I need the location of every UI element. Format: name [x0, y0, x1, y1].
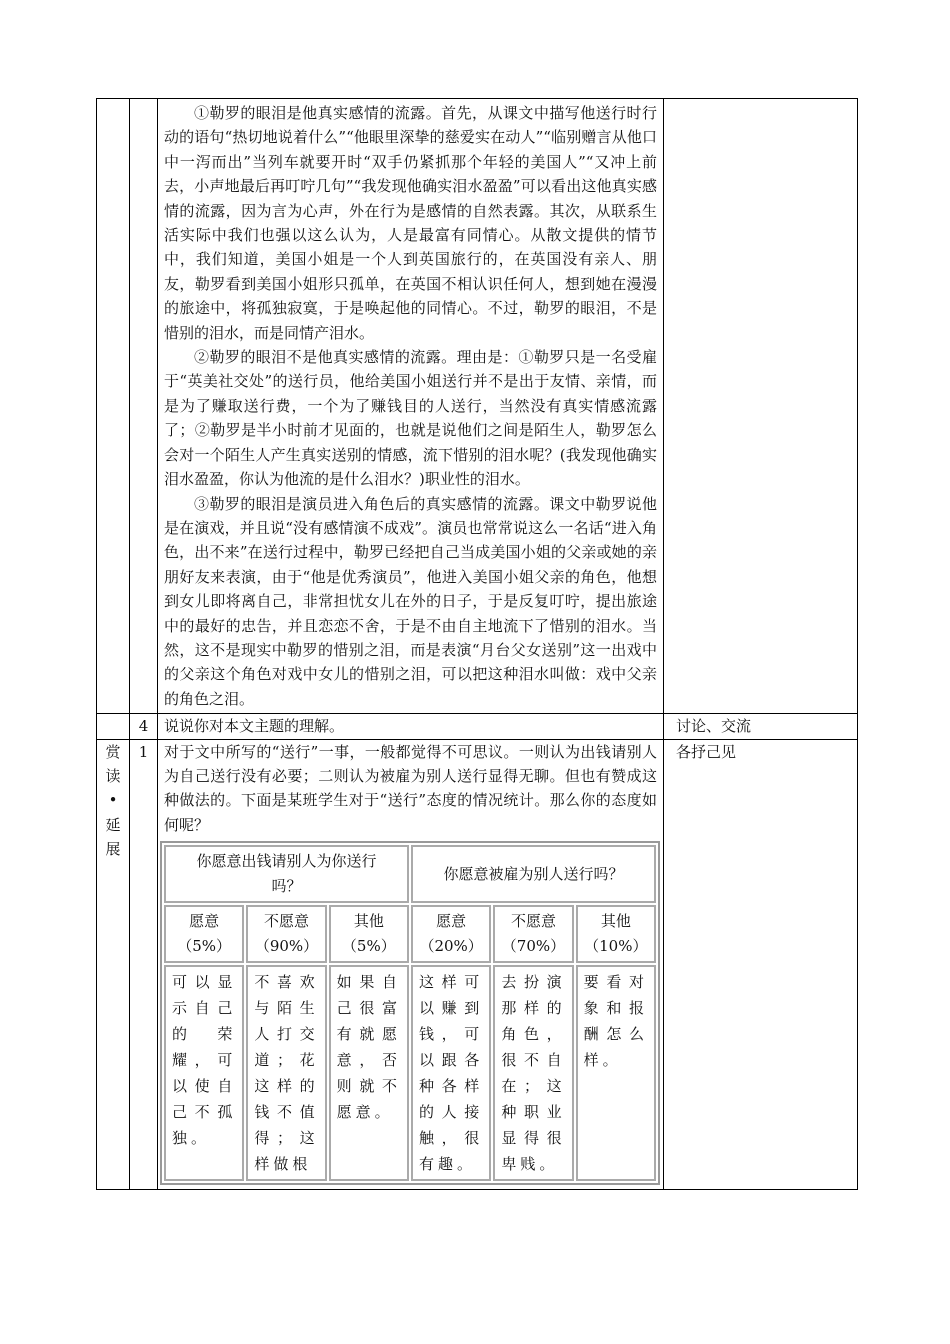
answer-paragraph-2: ②勒罗的眼泪不是他真实感情的流露。理由是：①勒罗只是一名受雇于“英美社交处”的送行员，他给美国小姐送行并不是出于友情、亲情，而是为了赚取送行费，一个为了赚钱目的人送行，当然没有真实情感流露了；②勒罗是半小时前才见面的，也就是说他们之间是陌生人，勒罗怎么会对一个陌生人产生真实送别的情感，流下惜别的泪水呢？(我发现他确实泪水盈盈，你认为他流的是什么泪水？)职业性的泪水。 [164, 348, 657, 489]
question-number: 1 [130, 739, 158, 1190]
survey-option: 愿意 （20%） [411, 905, 491, 963]
survey-comments-row [164, 965, 656, 1181]
survey-option: 其他 （5%） [329, 905, 409, 963]
survey-option: 不愿意 （70%） [493, 905, 573, 963]
number-cell [130, 99, 158, 714]
lesson-plan-table [96, 98, 858, 1190]
survey-option: 不愿意 （90%） [246, 905, 326, 963]
section-cell [97, 714, 130, 739]
section-title: 赏 读 • 延 展 [97, 739, 130, 1190]
answer-paragraph-1: ①勒罗的眼泪是他真实感情的流露。首先，从课文中描写他送行时行动的语句“热切地说着什么”“他眼里深挚的慈爱实在动人”“临别赠言从他口中一泻而出”当列车就要开时“双手仍紧抓那个年轻的美国人”“又冲上前去，小声地最后再叮咛几句”“我发现他确实泪水盈盈”可以看出这他真实感情的流露，因为言为心声，外在行为是感情的自然表露。其次，从联系生活实际中我们也强以这么认为，人是最富有同情心。从散文提供的情节中，我们知道，美国小姐是一个人到英国旅行的，在英国没有亲人、朋友，勒罗看到美国小姐形只孤单，在英国不相认识任何人，想到她在漫漫的旅途中，将孤独寂寞，于是唤起他的同情心。不过，勒罗的眼泪，不是惜别的泪水，而是同情产泪水。 [164, 104, 657, 342]
survey-question-2: 你愿意被雇为别人送行吗？ [411, 845, 656, 903]
question-4-row [97, 714, 858, 739]
answers-content [158, 99, 664, 714]
survey-comment: 这样可以赚到钱，可以跟各种各样的人接触，很有趣。 [411, 965, 491, 1181]
extension-intro: 对于文中所写的“送行”一事，一般都觉得不可思议。一则认为出钱请别人为自己送行没有必要；二则认为被雇为别人送行显得无聊。但也有赞成这种做法的。下面是某班学生对于“送行”态度的情况统计。那么你的态度如何呢？ [164, 742, 657, 834]
answers-row [97, 99, 858, 714]
extension-content [158, 739, 664, 1190]
survey-comment: 去扮演那样的角色，很不自在；这种职业显得很卑贱。 [493, 965, 573, 1181]
survey-comment: 如果自己很富有就愿意，否则就不愿意。 [329, 965, 409, 1181]
activity-label: 讨论、交流 [664, 714, 858, 739]
section-cell [97, 99, 130, 714]
survey-table [160, 841, 660, 1185]
question-number: 4 [130, 714, 158, 739]
survey-comment: 要看对象和报酬怎么样。 [576, 965, 656, 1181]
activity-label: 各抒己见 [664, 739, 858, 1190]
extension-row [97, 739, 858, 1190]
activity-cell [664, 99, 858, 714]
survey-comment: 可以显示自己的荣耀，可以使自己不孤独。 [164, 965, 244, 1181]
survey-option: 愿意 （5%） [164, 905, 244, 963]
survey-options-row [164, 905, 656, 963]
answer-paragraph-3: ③勒罗的眼泪是演员进入角色后的真实感情的流露。课文中勒罗说他是在演戏，并且说“没有感情演不成戏”。演员也常常说这么一名话“进入角色，出不来”在送行过程中，勒罗已经把自己当成美国小姐的父亲或她的亲朋好友来表演，由于“他是优秀演员”，他进入美国小姐父亲的角色，他想到女儿即将离自己，非常担忧女儿在外的日子，于是反复叮咛，提出旅途中的最好的忠告，并且恋恋不舍，于是不由自主地流下了惜别的泪水。当然，这不是现实中勒罗的惜别之泪，而是表演“月台父女送别”这一出戏中的父亲这个角色对戏中女儿的惜别之泪，可以把这种泪水叫做：戏中父亲的角色之泪。 [164, 494, 657, 708]
question-text: 说说你对本文主题的理解。 [158, 714, 664, 739]
survey-option: 其他 （10%） [576, 905, 656, 963]
survey-question-1: 你愿意出钱请别人为你送行吗？ [164, 845, 409, 903]
survey-comment: 不喜欢与陌生人打交道；花这样的钱不值得；这样做根 [246, 965, 326, 1181]
